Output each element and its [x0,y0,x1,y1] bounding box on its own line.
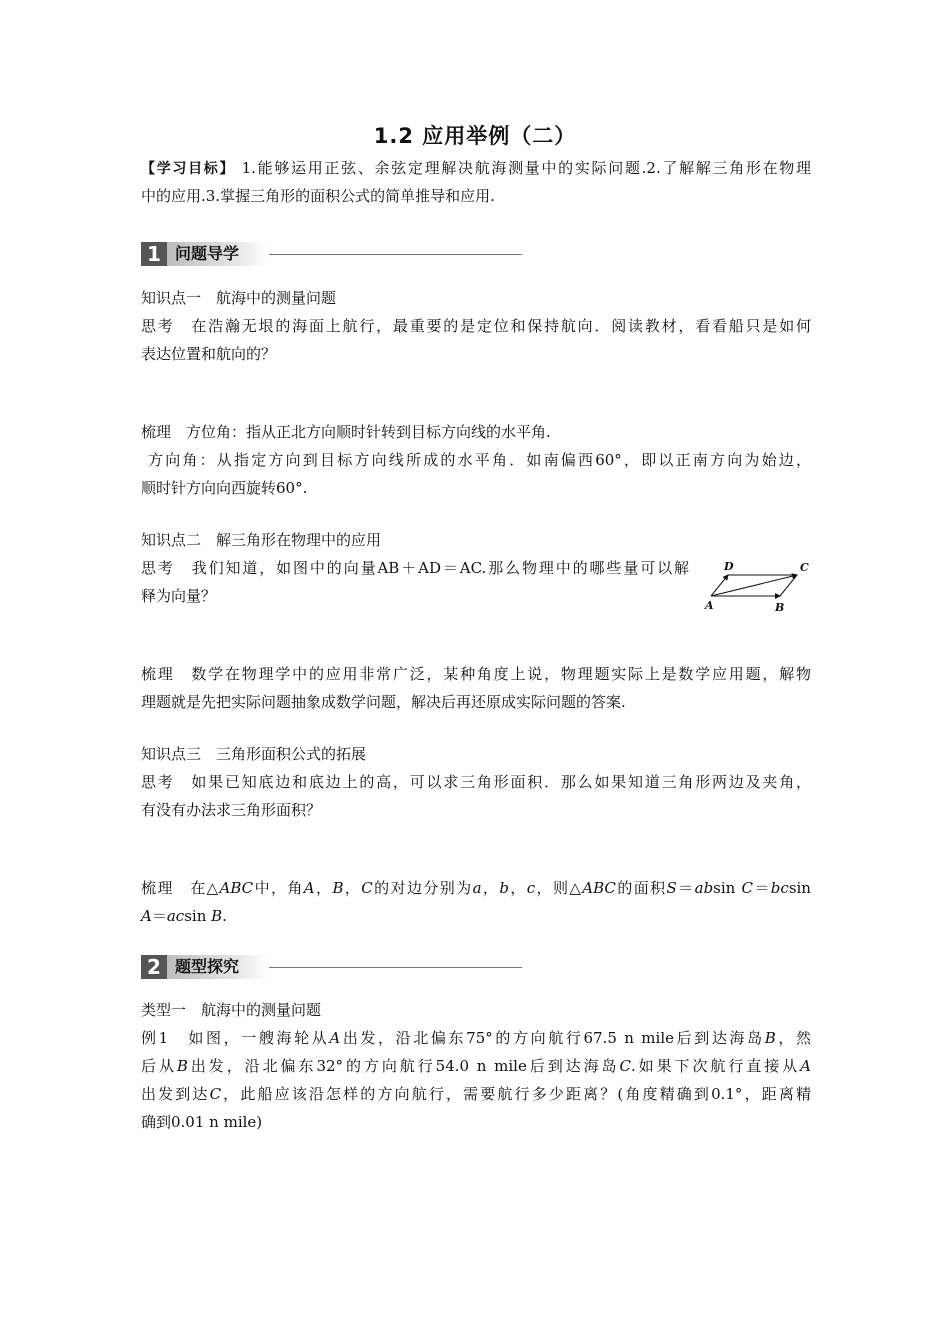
label-a: A [705,599,714,612]
math-S: S [666,879,677,897]
example1-line-2 [141,1056,811,1076]
kp3-think-line-2: 有没有办法求三角形面积？ [141,801,322,819]
label-c: C [800,561,809,574]
math-A: A [329,1029,341,1047]
kp1-think-line-2: 表达位置和航向的？ [141,345,277,363]
text-run: ，然 [775,1029,811,1047]
math-C: C [619,1057,631,1075]
kp1-think-line-1: 思考 在浩瀚无垠的海面上航行，最重要的是定位和保持航向．阅读教材，看看船只是如何 [141,317,811,335]
text-run: 的对边分别为 [372,879,473,897]
learning-objectives-line-2: 中的应用.3.掌握三角形的面积公式的简单推导和应用. [141,187,495,205]
example1-line-1 [141,1028,811,1048]
section-title: 题型探究 [175,957,240,976]
example1-line-4: 确到0.01 n mile) [141,1113,263,1131]
kp2-think-line-1: 思考 我们知道，如图中的向量AB＋AD＝AC.那么物理中的哪些量可以解 [141,559,689,577]
vector-ac [711,575,797,596]
learning-objectives-text-1: 1.能够运用正弦、余弦定理解决航海测量中的实际问题.2.了解解三角形在物理 [241,159,811,177]
text-run: 后从 [141,1057,177,1075]
math-C: C [361,879,373,897]
text-run: sin [713,879,742,897]
parallelogram-diagram [702,558,814,618]
kp1-sort-line-2: 方向角：从指定方向到目标方向线所成的水平角．如南偏西60°，即以正南方向为始边， [148,451,811,469]
label-d: D [724,560,734,573]
kp1-heading: 知识点一 航海中的测量问题 [141,289,337,307]
type1-heading: 类型一 航海中的测量问题 [141,1001,322,1019]
section-number: 2 [141,955,167,979]
math-A: A [141,907,152,925]
kp1-sort-line-3: 顺时针方向向西旋转60°. [141,479,308,497]
section-rule [269,967,522,968]
section-number: 1 [141,242,167,266]
text-run: ， [314,879,333,897]
math-B: B [176,1057,188,1075]
text-run: . [222,907,227,925]
text-run: sin [788,879,811,897]
text-run: 出发，沿北偏东75°的方向航行67.5 n mile后到达海岛 [340,1029,765,1047]
text-run: ，此船应该沿怎样的方向航行，需要航行多少距离？(角度精确到0.1°，距离精 [221,1085,811,1103]
text-run: ＝ [151,907,167,925]
text-run: ， [343,879,362,897]
kp3-think-line-1: 思考 如果已知底边和底边上的高，可以求三角形面积．那么如果知道三角形两边及夹角， [141,773,811,791]
learning-objectives-line-1 [141,158,811,179]
math-B: B [332,879,344,897]
text-run: ＝ [752,879,771,897]
example1-line-3 [141,1084,811,1104]
kp3-sort-line-1 [141,878,811,898]
text-run: 出发到达 [141,1085,210,1103]
kp2-think-line-2: 释为向量？ [141,587,217,605]
kp3-sort-line-2 [141,906,811,926]
text-run: 的面积 [615,879,667,897]
text-run: 出发，沿北偏东32°的方向航行54.0 n mile后到达海岛 [187,1057,620,1075]
math-C: C [209,1085,222,1103]
kp2-sort-line-1: 梳理 数学在物理学中的应用非常广泛，某种角度上说，物理题实际上是数学应用题，解物 [141,665,811,683]
math-B: B [211,907,223,925]
math-ac: ac [166,907,185,925]
math-abc: ABC [219,879,254,897]
math-ab: ab [694,879,714,897]
math-A: A [800,1057,811,1075]
label-b: B [775,601,785,614]
kp2-sort-line-2: 理题就是先把实际问题抽象成数学问题，解决后再还原成实际问题的答案. [141,693,626,711]
text-run: 中，角 [253,879,304,897]
page-title: 1.2 应用举例（二） [373,124,577,148]
math-bc: bc [770,879,789,897]
text-run: .如果下次航行直接从 [630,1057,801,1075]
text-run: 梳理 在△ [141,879,220,897]
text-run: ， [508,879,527,897]
math-a: a [472,879,482,897]
text-run: ，则△ [535,879,583,897]
section-title: 问题导学 [175,244,240,263]
text-run: ＝ [676,879,695,897]
section-header-problem-guide [141,242,526,266]
text-run: ， [481,879,500,897]
text-run: 例1 如图，一艘海轮从 [141,1029,330,1047]
text-run: sin [184,907,212,925]
kp2-heading: 知识点二 解三角形在物理中的应用 [141,531,382,549]
kp3-heading: 知识点三 三角形面积公式的拓展 [141,745,367,763]
section-rule [269,254,522,255]
math-abc: ABC [582,879,616,897]
learning-objectives-label: 【学习目标】 [141,161,236,177]
math-A: A [303,879,315,897]
math-b: b [499,879,509,897]
section-header-problem-types [141,955,526,979]
kp1-sort-line-1: 梳理 方位角：指从正北方向顺时针转到目标方向线的水平角. [141,423,551,441]
math-B: B [764,1029,776,1047]
math-C: C [741,879,753,897]
math-c: c [526,879,536,897]
